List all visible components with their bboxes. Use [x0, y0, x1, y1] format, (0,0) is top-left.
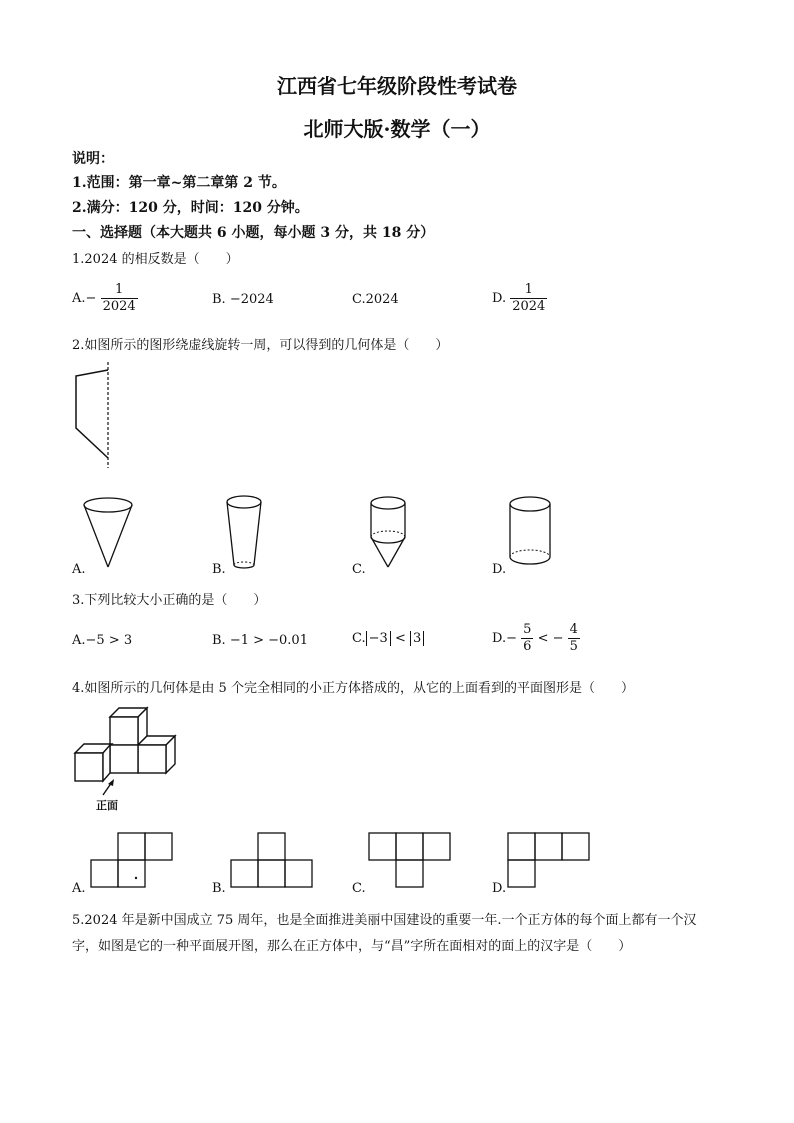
- q4-option-c-grid: [368, 832, 458, 892]
- q3-d-num2: 4: [569, 622, 578, 637]
- q4-option-a-grid: [90, 832, 180, 892]
- q1-option-d: [492, 282, 547, 315]
- question-4: 4.如图所示的几何体是由 5 个完全相同的小正方体搭成的，从它的上面看到的平面图形是（ ）: [72, 681, 634, 696]
- section-title: 一、选择题（本大题共 6 小题，每小题 3 分，共 18 分）: [72, 225, 435, 241]
- q2-option-c-label: C.: [352, 562, 366, 577]
- q1-d-denominator: 2024: [512, 299, 546, 314]
- q2-option-b-label: B.: [212, 562, 226, 577]
- q2-option-d-cylinder: [506, 493, 556, 573]
- page-title: 江西省七年级阶段性考试卷: [277, 74, 517, 98]
- q4-option-d-label: D.: [492, 881, 507, 896]
- q1-option-a: [72, 282, 138, 315]
- q3-c-left: −3: [366, 631, 391, 646]
- question-1: 1.2024 的相反数是（ ）: [72, 252, 239, 267]
- q1-option-c: C.2024: [352, 292, 399, 307]
- question-5-line-1: 5.2024 年是新中国成立 75 周年，也是全面推进美丽中国建设的重要一年.一个正方体的每个面上都有一个汉: [72, 913, 697, 928]
- q3-option-d: [492, 622, 580, 655]
- q2-option-b-frustum: [222, 493, 272, 573]
- q3-option-a: A.−5 > 3: [72, 633, 133, 648]
- q1-a-numerator: 1: [101, 282, 138, 299]
- page-subtitle: 北师大版·数学（一）: [303, 117, 491, 141]
- q1-option-b: B. −2024: [212, 292, 274, 307]
- q3-d-fraction-1: [521, 622, 533, 655]
- q1-d-fraction: [510, 282, 547, 315]
- question-3: 3.下列比较大小正确的是（ ）: [72, 593, 267, 608]
- q4-option-a-label: A.: [72, 881, 86, 896]
- q3-option-b: B. −1 > −0.01: [212, 633, 308, 648]
- q1-d-numerator: 1: [510, 282, 547, 299]
- q4-option-d-grid: [507, 832, 597, 892]
- q2-option-d-label: D.: [492, 562, 507, 577]
- q1-a-fraction: [101, 282, 138, 315]
- q2-option-a-label: A.: [72, 562, 86, 577]
- q1-a-sign: −: [85, 291, 97, 306]
- instructions-item-1: 1.范围：第一章~第二章第 2 节。: [72, 175, 286, 191]
- q3-d-op: < −: [537, 631, 564, 646]
- q2-shape-outline: [76, 370, 108, 458]
- q2-option-c-cylinder-cone: [366, 493, 416, 573]
- instructions-item-2: 2.满分：120 分，时间：120 分钟。: [72, 200, 309, 216]
- q1-a-label: A.: [72, 291, 86, 306]
- q2-option-a-cone: [80, 495, 140, 575]
- q1-a-denominator: 2024: [102, 299, 136, 314]
- instructions-heading: 说明：: [72, 151, 114, 167]
- q3-d-label: D.: [492, 631, 507, 646]
- q3-d-sign: −: [506, 631, 517, 646]
- q3-d-den1: 6: [523, 639, 532, 654]
- question-2: 2.如图所示的图形绕虚线旋转一周，可以得到的几何体是（ ）: [72, 338, 449, 353]
- q3-c-label: C.: [352, 631, 366, 646]
- q1-d-label: D.: [492, 291, 507, 306]
- question-5-line-2: 字，如图是它的一种平面展开图，那么在正方体中，与“昌”字所在面相对的面上的汉字是（ ）: [72, 939, 632, 954]
- q3-d-num1: 5: [523, 622, 532, 637]
- q3-option-c: [352, 631, 424, 646]
- q3-d-den2: 5: [569, 639, 578, 654]
- q4-option-b-grid: [230, 832, 320, 892]
- q4-option-c-label: C.: [352, 881, 366, 896]
- q4-option-b-label: B.: [212, 881, 226, 896]
- q3-d-fraction-2: [568, 622, 580, 655]
- q4-cubes-figure: [70, 700, 190, 815]
- q4-front-label: 正面: [96, 799, 118, 812]
- q3-c-op: <: [394, 631, 406, 646]
- q3-c-right: 3: [410, 631, 424, 646]
- q2-rotation-figure: [70, 360, 120, 470]
